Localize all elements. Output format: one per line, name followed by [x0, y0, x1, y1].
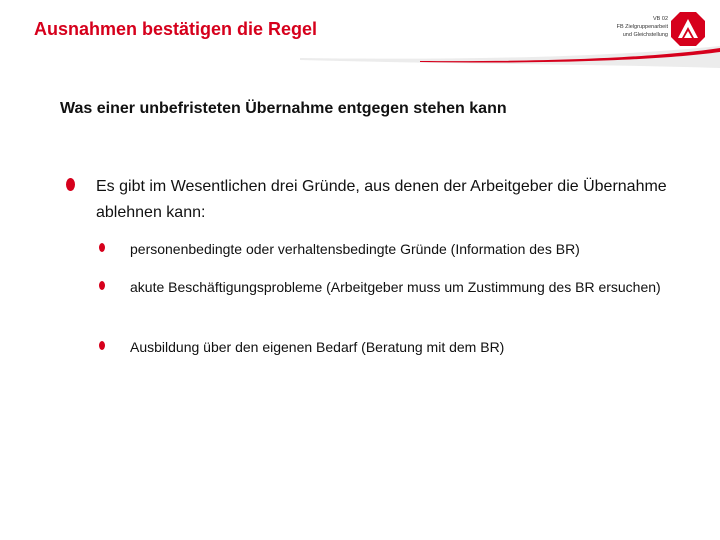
bullet-icon [99, 243, 105, 252]
slide-title: Ausnahmen bestätigen die Regel [34, 19, 318, 39]
slide-subtitle: Was einer unbefristeten Übernahme entgegen stehen kann [60, 100, 507, 117]
logo-icon [670, 11, 706, 47]
bullet-icon [99, 281, 105, 290]
department-line: FB Zielgruppenarbeit [616, 24, 668, 30]
sub-bullet-text: akute Beschäftigungsprobleme (Arbeitgeber muss um Zustimmung des BR ersuchen) [130, 279, 661, 295]
sub-bullet-text: Ausbildung über den eigenen Bedarf (Beratung mit dem BR) [130, 339, 505, 355]
main-bullet-text: Es gibt im Wesentlichen drei Gründe, aus denen der Arbeitgeber die Übernahme ablehnen kann: [96, 178, 667, 221]
department-line: VB 02 [653, 16, 668, 22]
department-label [617, 15, 668, 39]
sub-bullet-text: personenbedingte oder verhaltensbedingte Gründe (Information des BR) [130, 241, 580, 257]
bullet-icon [66, 178, 75, 191]
bullet-icon [99, 341, 105, 350]
ig-metall-logo [670, 11, 706, 47]
department-line: und Gleichstellung [622, 32, 668, 38]
